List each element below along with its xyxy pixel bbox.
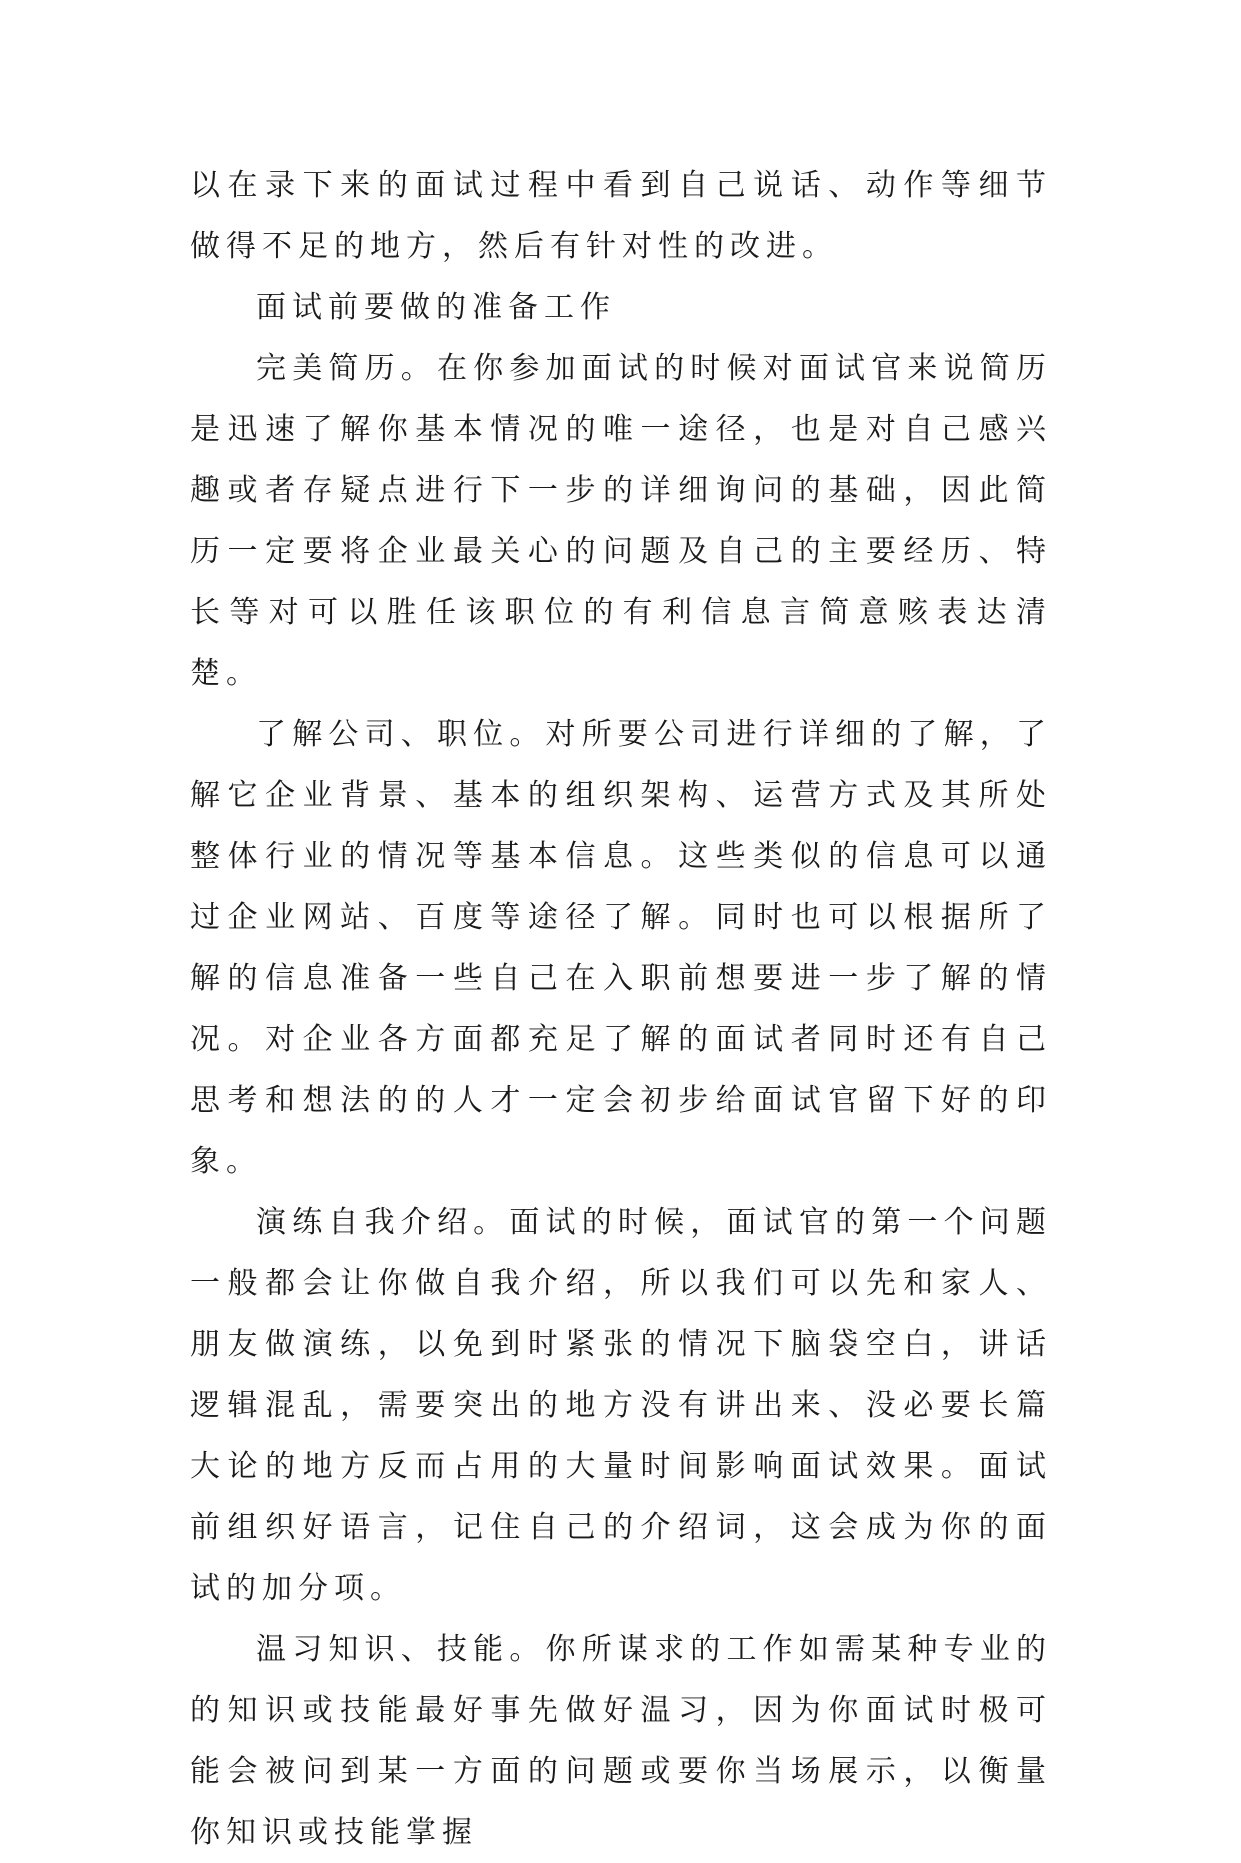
- paragraph-self-intro: 演练自我介绍。面试的时候，面试官的第一个问题一般都会让你做自我介绍，所以我们可以先和家人、朋友做演练，以免到时紧张的情况下脑袋空白，讲话逻辑混乱，需要突出的地方没有讲出来、没必要长篇大论的地方反而占用的大量时间影响面试效果。面试前组织好语言，记住自己的介绍词，这会成为你的面试的加分项。: [190, 1205, 1052, 1606]
- paragraph-continuation: 以在录下来的面试过程中看到自己说话、动作等细节做得不足的地方，然后有针对性的改进。: [190, 168, 1052, 264]
- paragraph-resume: 完美简历。在你参加面试的时候对面试官来说简历是迅速了解你基本情况的唯一途径，也是对自己感兴趣或者存疑点进行下一步的详细询问的基础，因此简历一定要将企业最关心的问题及自己的主要经历、特长等对可以胜任该职位的有利信息言简意赅表达清楚。: [190, 351, 1052, 691]
- paragraph-company: 了解公司、职位。对所要公司进行详细的了解，了解它企业背景、基本的组织架构、运营方式及其所处整体行业的情况等基本信息。这些类似的信息可以通过企业网站、百度等途径了解。同时也可以根据所了解的信息准备一些自己在入职前想要进一步了解的情况。对企业各方面都充足了解的面试者同时还有自己思考和想法的的人才一定会初步给面试官留下好的印象。: [190, 717, 1052, 1179]
- section-heading: 面试前要做的准备工作: [256, 290, 616, 325]
- paragraph-skills: 温习知识、技能。你所谋求的工作如需某种专业的的知识或技能最好事先做好温习，因为你面试时极可能会被问到某一方面的问题或要你当场展示，以衡量你知识或技能掌握: [190, 1632, 1052, 1850]
- document-body: [190, 155, 1052, 1863]
